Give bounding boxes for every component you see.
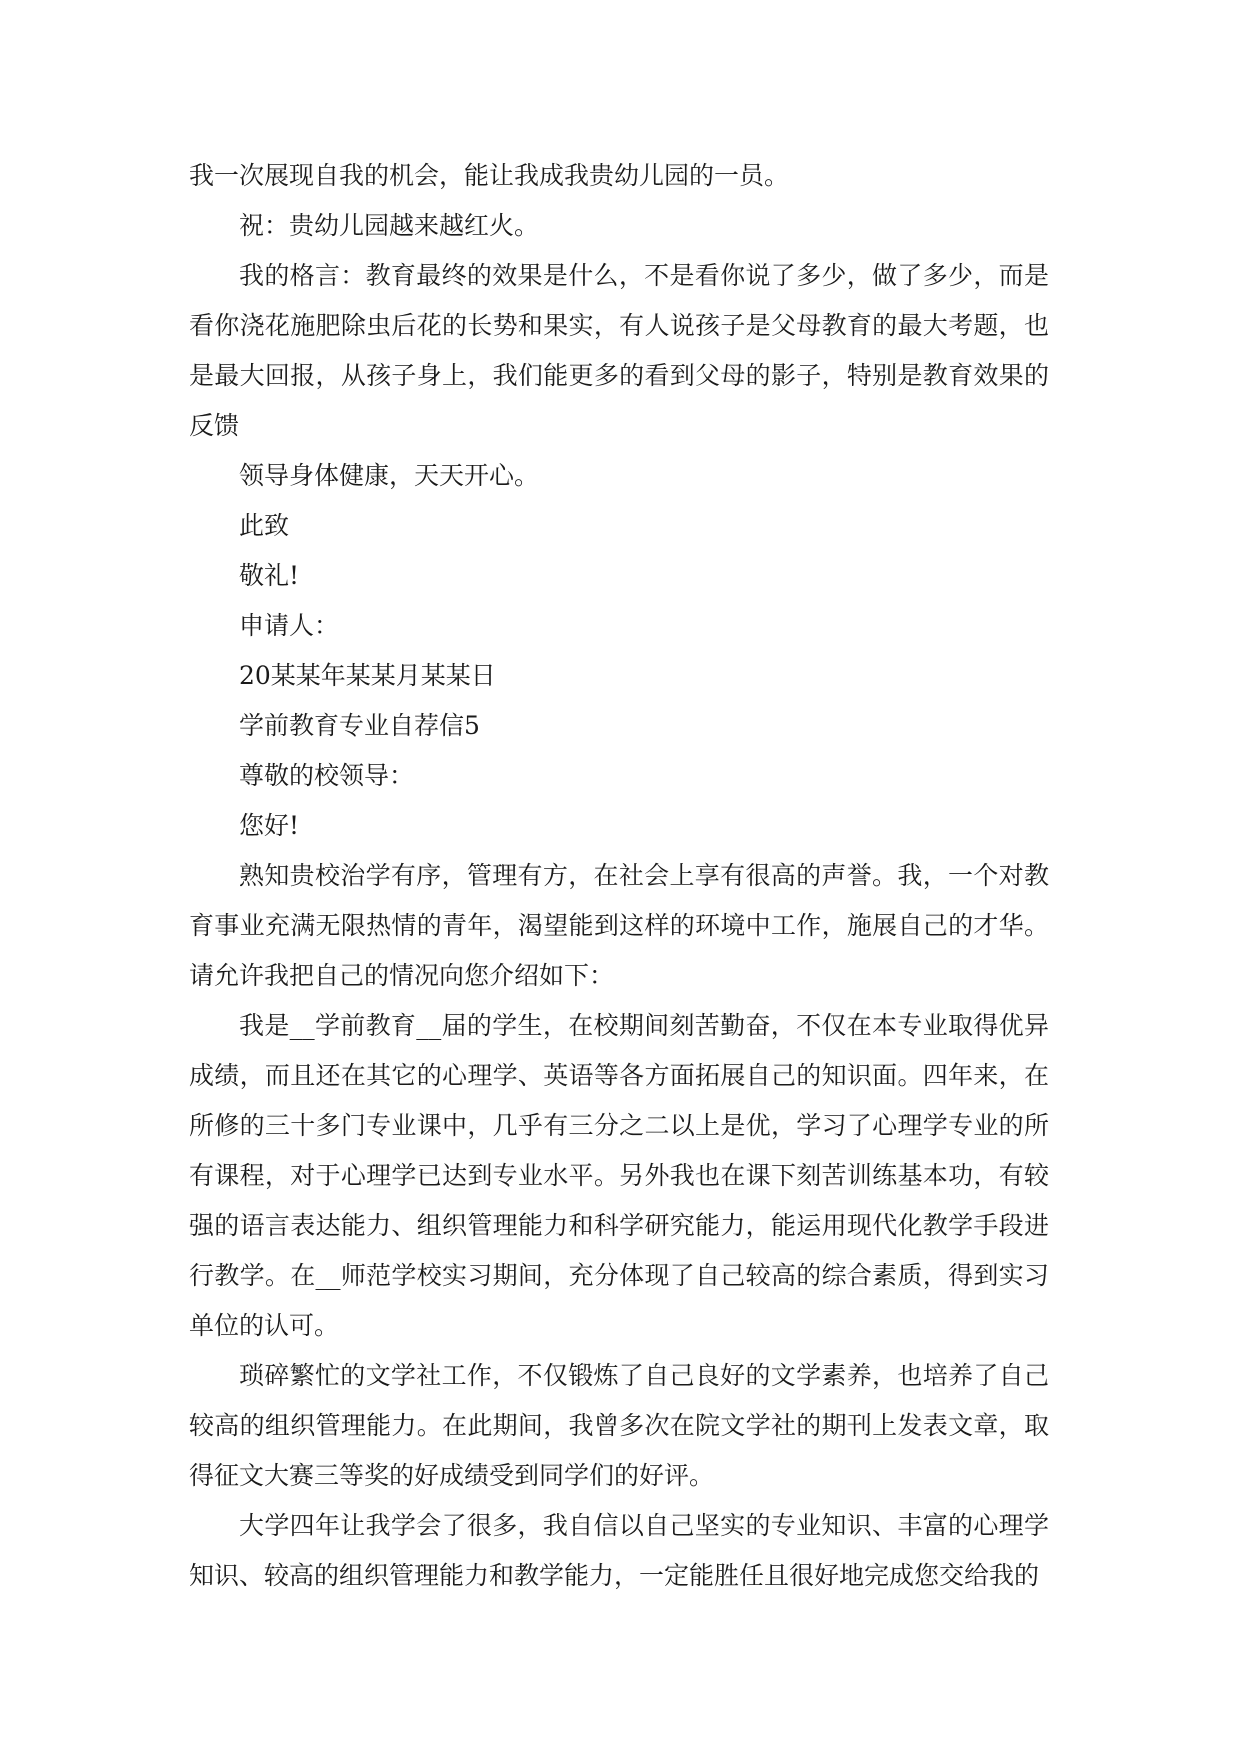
paragraph-introduction: 熟知贵校治学有序，管理有方，在社会上享有很高的声誉。我，一个对教育事业充满无限热情的青年，渴望能到这样的环境中工作，施展自己的才华。请允许我把自己的情况向您介绍如下： — [189, 861, 1049, 990]
paragraph-blessing: 领导身体健康，天天开心。 — [239, 461, 540, 490]
paragraph-applicant: 申请人： — [239, 611, 340, 640]
document-body — [189, 151, 1049, 1601]
paragraph-closing-cizhi: 此致 — [239, 511, 290, 540]
paragraph-motto: 我的格言：教育最终的效果是什么，不是看你说了多少，做了多少，而是看你浇花施肥除虫后花的长势和果实，有人说孩子是父母教育的最大考题，也是最大回报，从孩子身上，我们能更多的看到父母的影子，特别是教育效果的反馈 — [189, 261, 1049, 440]
paragraph-wish: 祝：贵幼儿园越来越红火。 — [239, 211, 540, 240]
paragraph-literary-club: 琐碎繁忙的文学社工作，不仅锻炼了自己良好的文学素养，也培养了自己较高的组织管理能力。在此期间，我曾多次在院文学社的期刊上发表文章，取得征文大赛三等奖的好成绩受到同学们的好评。 — [189, 1361, 1049, 1490]
paragraph-closing-jingli: 敬礼! — [239, 561, 300, 590]
section-heading: 学前教育专业自荐信5 — [239, 711, 480, 740]
paragraph-salutation: 尊敬的校领导： — [239, 761, 415, 790]
paragraph-study-record: 我是__学前教育__届的学生，在校期间刻苦勤奋，不仅在本专业取得优异成绩，而且还在其它的心理学、英语等各方面拓展自己的知识面。四年来，在所修的三十多门专业课中，几乎有三分之二以上是优，学习了心理学专业的所有课程，对于心理学已达到专业水平。另外我也在课下刻苦训练基本功，有较强的语言表达能力、组织管理能力和科学研究能力，能运用现代化教学手段进行教学。在__师范学校实习期间，充分体现了自己较高的综合素质，得到实习单位的认可。 — [189, 1011, 1049, 1340]
paragraph-four-years: 大学四年让我学会了很多，我自信以自己坚实的专业知识、丰富的心理学知识、较高的组织管理能力和教学能力，一定能胜任且很好地完成您交给我的 — [189, 1511, 1049, 1590]
paragraph-opening-continuation: 我一次展现自我的机会，能让我成我贵幼儿园的一员。 — [189, 161, 790, 190]
paragraph-date: 20某某年某某月某某日 — [239, 661, 496, 690]
paragraph-greeting: 您好! — [239, 811, 300, 840]
